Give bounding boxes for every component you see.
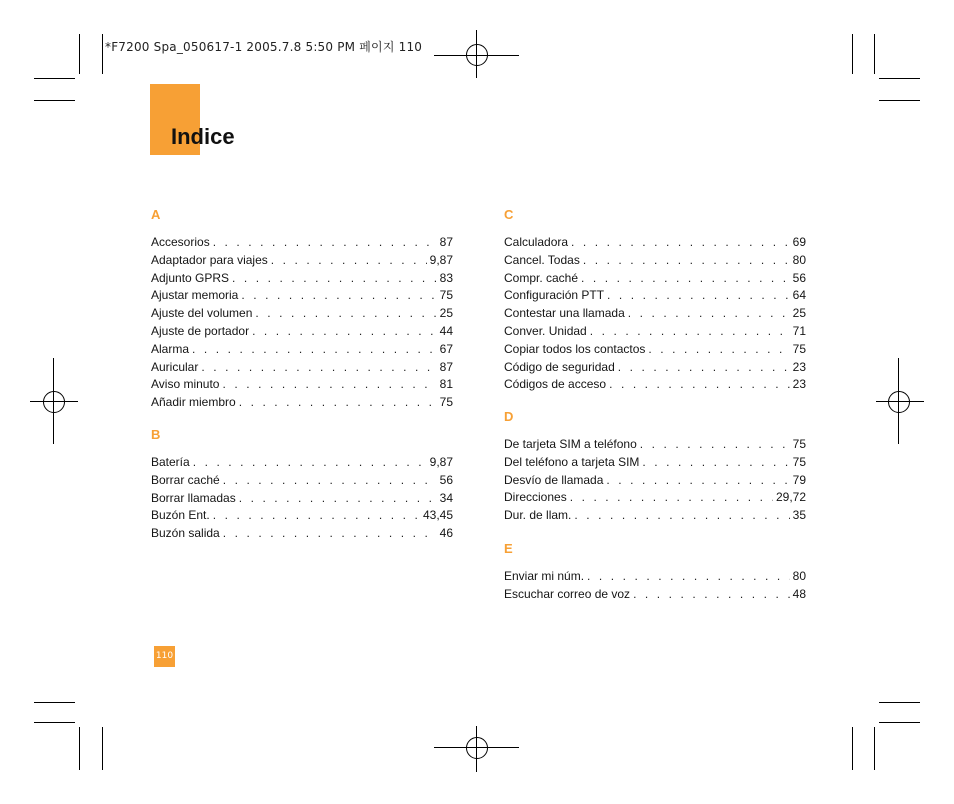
index-entry-page: 25 [439,306,453,321]
dot-leader [255,305,436,323]
index-entry-label: Del teléfono a tarjeta SIM [504,454,640,469]
index-entry-label: Añadir miembro [151,395,236,410]
index-entry-page: 80 [792,252,806,267]
index-entry-page: 75 [792,454,806,469]
index-entry-page: 23 [792,377,806,392]
section-b-entries [151,454,453,543]
index-entry-page: 64 [792,288,806,303]
index-entry-label: Alarma [151,341,190,356]
index-entry [151,359,453,377]
index-entry [504,507,806,525]
dot-leader [628,305,790,323]
index-entry-page: 69 [792,235,806,249]
dot-leader [239,394,437,412]
dot-leader [607,287,790,305]
index-entry [504,252,806,270]
section-letter-b: B [151,427,161,442]
index-entry-page: 9,87 [429,252,453,267]
index-entry-page: 80 [792,569,806,583]
index-entry-label: Buzón salida [151,526,220,541]
section-c-entries [504,234,806,394]
index-entry [504,323,806,341]
index-entry-page: 9,87 [429,455,453,469]
section-e-entries [504,568,806,604]
index-entry-label: Aviso minuto [151,377,220,392]
dot-leader [581,270,790,288]
index-entry-label: Copiar todos los contactos [504,341,646,356]
index-entry-label: Desvío de llamada [504,472,604,487]
index-entry-page: 71 [792,323,806,338]
index-entry-label: Código de seguridad [504,359,615,374]
index-entry-label: Ajustar memoria [151,288,239,303]
dot-leader [570,489,773,507]
index-entry [504,359,806,377]
index-entry-label: Direcciones [504,490,567,505]
dot-leader [618,359,790,377]
index-entry-label: Contestar una llamada [504,306,625,321]
dot-leader [590,323,790,341]
print-slug: *F7200 Spa_050617-1 2005.7.8 5:50 PM 페이지 110 [105,40,423,54]
index-entry-page: 44 [439,323,453,338]
dot-leader [213,234,437,252]
index-entry-label: Adaptador para viajes [151,252,268,267]
index-entry-page: 75 [439,288,453,303]
dot-leader [232,270,437,288]
dot-leader [640,436,790,454]
index-entry [504,270,806,288]
dot-leader [633,586,790,604]
dot-leader [239,490,437,508]
registration-target-icon [888,391,910,413]
index-entry-page: 83 [439,270,453,285]
index-entry [504,234,806,252]
index-entry [504,454,806,472]
registration-target-icon [43,391,65,413]
index-entry-label: Borrar llamadas [151,490,236,505]
index-entry [504,568,806,586]
dot-leader [606,472,789,490]
index-entry-page: 46 [439,526,453,541]
index-entry-label: Dur. de llam. [504,508,572,523]
index-entry [151,270,453,288]
index-entry-label: Batería [151,455,190,469]
index-entry [151,454,453,472]
index-entry [151,394,453,412]
page-number-badge: 110 [154,646,175,667]
index-entry-label: Conver. Unidad [504,323,587,338]
index-entry-label: De tarjeta SIM a teléfono [504,437,637,451]
index-entry [151,507,453,525]
index-entry-page: 35 [792,508,806,523]
index-entry [151,234,453,252]
index-entry-page: 75 [439,395,453,410]
index-entry-page: 67 [439,341,453,356]
dot-leader [583,252,790,270]
index-entry-page: 23 [792,359,806,374]
index-entry-page: 87 [439,235,453,249]
section-letter-c: C [504,207,514,222]
index-entry-label: Calculadora [504,235,569,249]
registration-target-icon [466,737,488,759]
index-entry-page: 56 [439,472,453,487]
index-entry [151,305,453,323]
index-entry-label: Compr. caché [504,270,579,285]
dot-leader [587,568,790,586]
index-entry-label: Ajuste de portador [151,323,250,338]
dot-leader [241,287,436,305]
index-entry-page: 75 [792,437,806,451]
index-entry-page: 25 [792,306,806,321]
index-entry [151,252,453,270]
index-entry [504,341,806,359]
index-entry-label: Accesorios [151,235,210,249]
index-entry-page: 75 [792,341,806,356]
index-entry [504,436,806,454]
dot-leader [571,234,790,252]
index-entry-label: Escuchar correo de voz [504,586,631,601]
index-entry [504,489,806,507]
page-title: Indice [171,124,235,149]
index-entry [151,287,453,305]
dot-leader [252,323,437,341]
index-entry-page: 87 [439,359,453,374]
dot-leader [193,454,427,472]
index-entry [504,586,806,604]
index-entry-label: Auricular [151,359,199,374]
index-entry [151,472,453,490]
index-entry [151,490,453,508]
dot-leader [642,454,789,472]
dot-leader [222,376,436,394]
section-letter-a: A [151,207,161,222]
index-entry-label: Borrar caché [151,472,220,487]
section-letter-e: E [504,541,513,556]
index-entry-page: 48 [792,586,806,601]
index-entry-label: Códigos de acceso [504,377,607,392]
section-a-entries [151,234,453,412]
index-entry-label: Buzón Ent. [151,508,210,523]
section-d-entries [504,436,806,525]
index-entry [151,323,453,341]
dot-leader [609,376,790,394]
index-entry-label: Enviar mi núm. [504,569,585,583]
index-entry [151,376,453,394]
index-entry-page: 81 [439,377,453,392]
index-entry [504,305,806,323]
index-entry [504,376,806,394]
dot-leader [223,472,437,490]
index-entry [151,525,453,543]
index-entry [504,472,806,490]
index-entry [504,287,806,305]
index-entry-label: Cancel. Todas [504,252,580,267]
dot-leader [201,359,436,377]
index-entry-page: 56 [792,270,806,285]
dot-leader [574,507,789,525]
dot-leader [192,341,437,359]
section-letter-d: D [504,409,514,424]
index-entry [151,341,453,359]
dot-leader [213,507,420,525]
index-entry-page: 79 [792,472,806,487]
dot-leader [648,341,789,359]
index-entry-page: 43,45 [422,508,453,523]
dot-leader [223,525,437,543]
index-entry-label: Configuración PTT [504,288,605,303]
index-entry-page: 34 [439,490,453,505]
index-entry-label: Ajuste del volumen [151,306,253,321]
index-entry-page: 29,72 [775,490,806,505]
index-entry-label: Adjunto GPRS [151,270,230,285]
dot-leader [271,252,427,270]
